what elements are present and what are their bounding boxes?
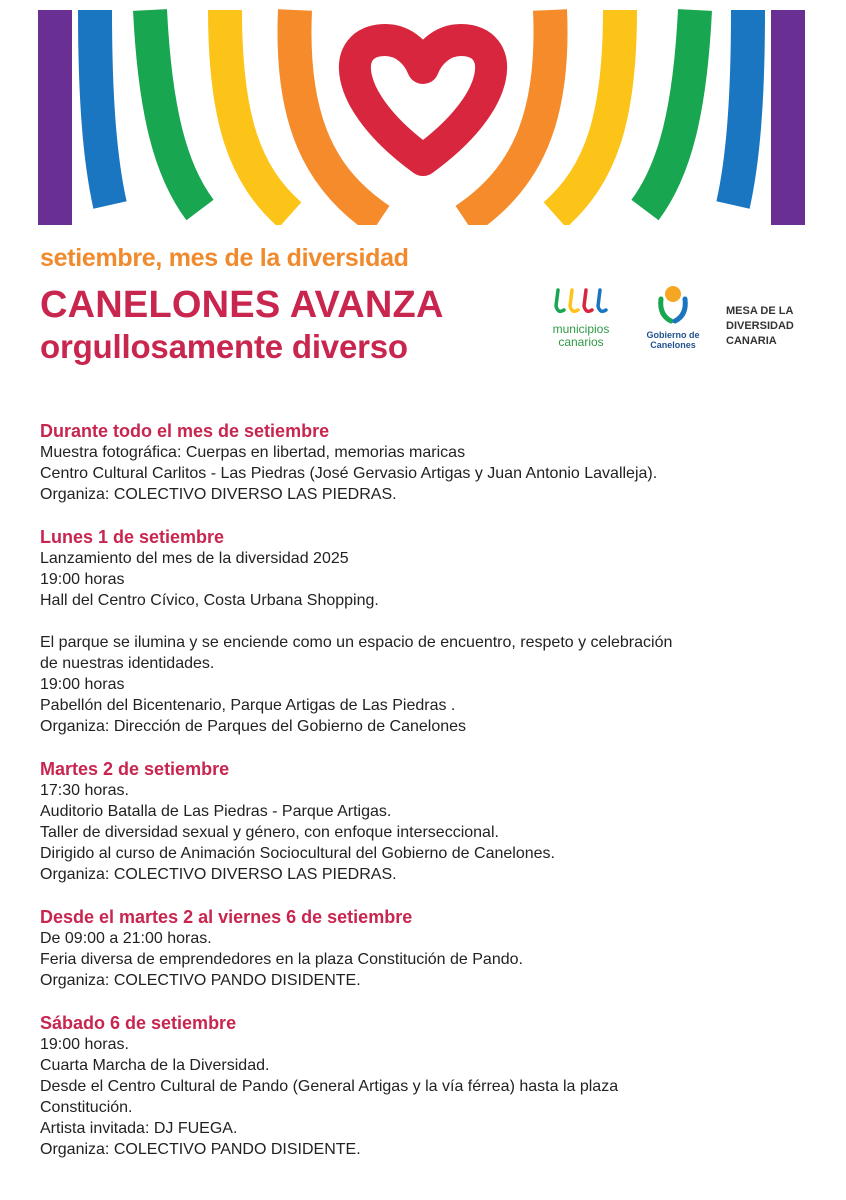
event-spacer: [40, 611, 820, 632]
event-detail-line: 19:00 horas: [40, 571, 125, 588]
mesa-line-1: MESA DE LA: [726, 305, 794, 317]
event-detail-line: Cuarta Marcha de la Diversidad.: [40, 1057, 270, 1074]
event-detail-line: Organiza: COLECTIVO PANDO DISIDENTE.: [40, 1141, 361, 1158]
green-arc: [645, 10, 695, 210]
event-detail-line: Constitución.: [40, 1099, 133, 1116]
event-detail-line: Organiza: COLECTIVO DIVERSO LAS PIEDRAS.: [40, 866, 397, 883]
event-item: [40, 758, 820, 885]
gobierno-canelones-logo: [643, 285, 703, 350]
event-detail-line: Muestra fotográfica: Cuerpas en libertad, memorias maricas: [40, 444, 466, 461]
event-detail-line: de nuestras identidades.: [40, 655, 215, 672]
event-heading: Sábado 6 de setiembre: [40, 1013, 237, 1033]
event-detail-line: Desde el Centro Cultural de Pando (General Artigas y la vía férrea) hasta la plaza: [40, 1078, 619, 1095]
heart-icon: [355, 40, 491, 160]
event-detail-line: 17:30 horas.: [40, 782, 129, 799]
event-detail-line: Dirigido al curso de Animación Sociocultural del Gobierno de Canelones.: [40, 845, 555, 862]
event-detail-line: De 09:00 a 21:00 horas.: [40, 930, 212, 947]
event-detail-line: Artista invitada: DJ FUEGA.: [40, 1120, 238, 1137]
event-detail-line: Centro Cultural Carlitos - Las Piedras (José Gervasio Artigas y Juan Antonio Lavalleja).: [40, 465, 658, 482]
event-subtitle: setiembre, mes de la diversidad: [40, 244, 409, 272]
event-item: [40, 1012, 820, 1160]
municipios-line-2: canarios: [558, 335, 604, 349]
gobierno-line-1: Gobierno de: [646, 330, 700, 340]
event-detail-line: 19:00 horas: [40, 676, 125, 693]
event-heading: Lunes 1 de setiembre: [40, 527, 225, 547]
mesa-diversidad-logo: [726, 304, 794, 349]
blue-arc: [733, 10, 748, 205]
event-item: [40, 420, 820, 505]
event-item: [40, 526, 820, 737]
event-detail-line: Organiza: COLECTIVO DIVERSO LAS PIEDRAS.: [40, 486, 397, 503]
event-detail-line: Hall del Centro Cívico, Costa Urbana Shopping.: [40, 592, 379, 609]
event-detail-line: Organiza: Dirección de Parques del Gobierno de Canelones: [40, 718, 467, 735]
gobierno-line-2: Canelones: [650, 340, 696, 350]
event-list: [40, 420, 820, 1181]
event-detail-line: 19:00 horas.: [40, 1036, 129, 1053]
event-heading: Desde el martes 2 al viernes 6 de setiembre: [40, 907, 413, 927]
mesa-line-2: DIVERSIDAD: [726, 320, 794, 332]
green-arc: [150, 10, 200, 210]
municipios-line-1: municipios: [552, 322, 610, 336]
rainbow-heart-banner: [0, 0, 846, 225]
gobierno-emblem-icon: [655, 285, 691, 325]
title-line-2: orgullosamente diverso: [40, 328, 408, 365]
event-heading: Durante todo el mes de setiembre: [40, 421, 330, 441]
title-line-1: CANELONES AVANZA: [40, 284, 444, 326]
event-detail-line: Organiza: COLECTIVO PANDO DISIDENTE.: [40, 972, 361, 989]
page-title: [40, 285, 444, 367]
people-icon: [550, 286, 612, 318]
mesa-line-3: CANARIA: [726, 335, 777, 347]
event-item: [40, 906, 820, 991]
event-detail-line: Feria diversa de emprendedores en la plaza Constitución de Pando.: [40, 951, 523, 968]
municipios-canarios-logo: [548, 286, 614, 349]
blue-arc: [95, 10, 110, 205]
event-detail-line: Taller de diversidad sexual y género, con enfoque interseccional.: [40, 824, 499, 841]
event-heading: Martes 2 de setiembre: [40, 759, 230, 779]
event-detail-line: Auditorio Batalla de Las Piedras - Parque Artigas.: [40, 803, 392, 820]
event-detail-line: El parque se ilumina y se enciende como un espacio de encuentro, respeto y celebración: [40, 634, 673, 651]
event-detail-line: Pabellón del Bicentenario, Parque Artigas de Las Piedras .: [40, 697, 456, 714]
event-detail-line: Lanzamiento del mes de la diversidad 2025: [40, 550, 349, 567]
